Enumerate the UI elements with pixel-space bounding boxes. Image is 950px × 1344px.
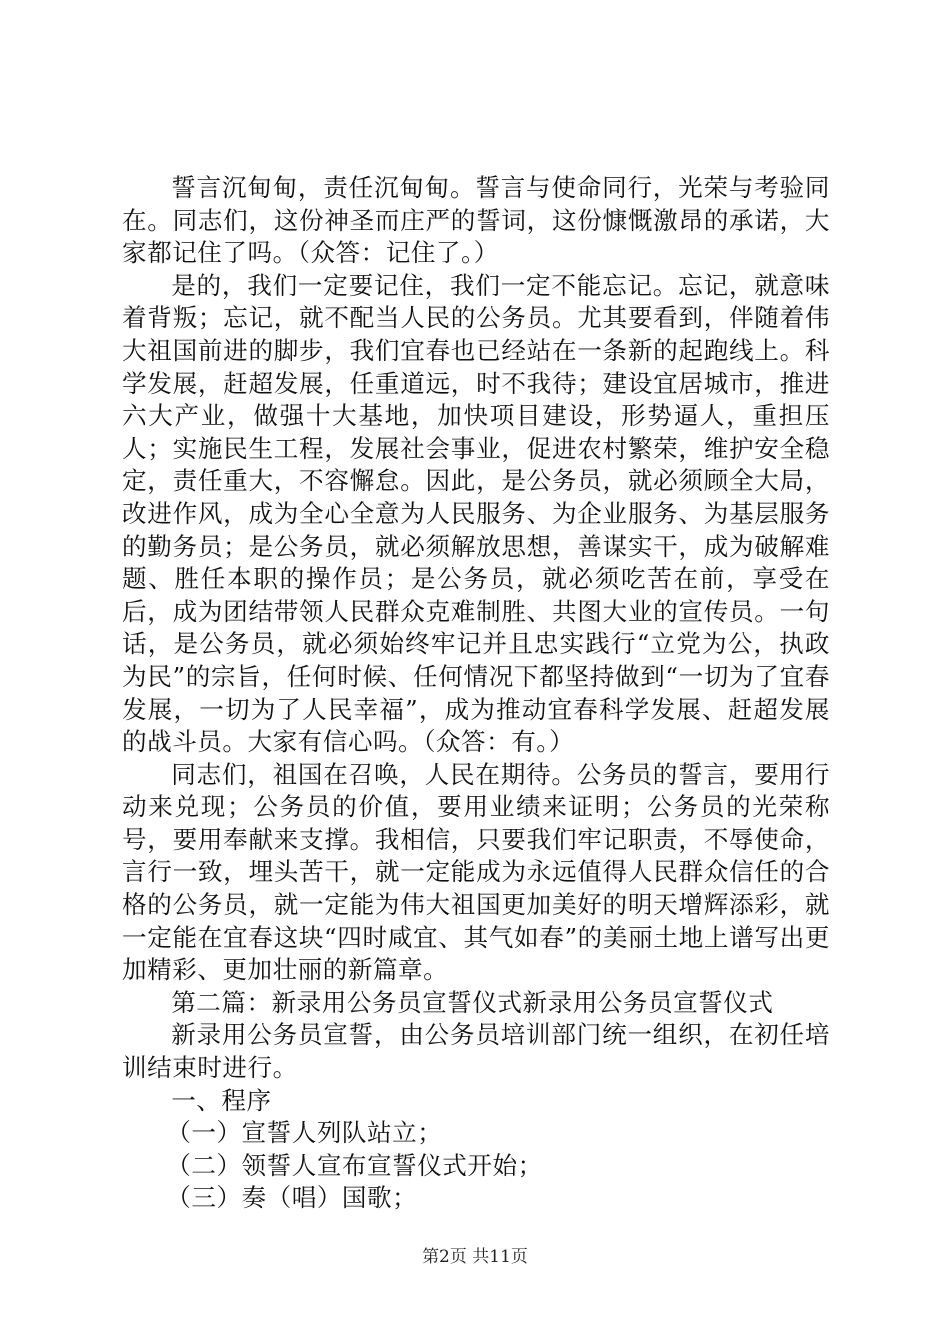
procedure-subheading: 一、程序 xyxy=(171,1085,272,1115)
procedure-step: （一）宣誓人列队站立； xyxy=(166,1118,443,1148)
document-body xyxy=(122,172,830,1215)
page-number-footer: 第2页 共11页 xyxy=(422,1247,528,1267)
procedure-step: （二）领誓人宣布宣誓仪式开始； xyxy=(166,1150,543,1180)
section-title: 第二篇：新录用公务员宣誓仪式新录用公务员宣誓仪式 xyxy=(171,987,774,1017)
procedure-step: （三）奏（唱）国歌； xyxy=(166,1183,418,1213)
paragraph-motherland-calling: 同志们，祖国在召唤，人民在期待。公务员的誓言，要用行动来兑现；公务员的价值，要用业绩来证明；公务员的光荣称号，要用奉献来支撑。我相信，只要我们牢记职责，不辱使命，言行一致，埋头苦干，就一定能成为永远值得人民群众信任的合格的公务员，就一定能为伟大祖国更加美好的明天增辉添彩，就一定能在宜春这块“四时咸宜、其气如春”的美丽土地上谱写出更加精彩、更加壮丽的新篇章。 xyxy=(122,759,830,985)
paragraph-oath-responsibility: 誓言沉甸甸，责任沉甸甸。誓言与使命同行，光荣与考验同在。同志们，这份神圣而庄严的誓词，这份慷慨激昂的承诺，大家都记住了吗。（众答：记住了。） xyxy=(122,173,830,268)
paragraph-remember-duty: 是的，我们一定要记住，我们一定不能忘记。忘记，就意味着背叛；忘记，就不配当人民的公务员。尤其要看到，伴随着伟大祖国前进的脚步，我们宜春也已经站在一条新的起跑线上。科学发展，赶超发展，任重道远，时不我待；建设宜居城市，推进六大产业，做强十大基地，加快项目建设，形势逼人，重担压人；实施民生工程，发展社会事业，促进农村繁荣，维护安全稳定，责任重大，不容懈怠。因此，是公务员，就必须顾全大局，改进作风，成为全心全意为人民服务、为企业服务、为基层服务的勤务员；是公务员，就必须解放思想，善谋实干，成为破解难题、胜任本职的操作员；是公务员，就必须吃苦在前，享受在后，成为团结带领人民群众克难制胜、共图大业的宣传员。一句话，是公务员，就必须始终牢记并且忠实践行“立党为公，执政为民”的宗旨，任何时候、任何情况下都坚持做到“一切为了宜春发展，一切为了人民幸福”，成为推动宜春科学发展、赶超发展的战斗员。大家有信心吗。（众答：有。） xyxy=(122,270,830,757)
section-intro: 新录用公务员宣誓，由公务员培训部门统一组织，在初任培训结束时进行。 xyxy=(122,1020,830,1083)
